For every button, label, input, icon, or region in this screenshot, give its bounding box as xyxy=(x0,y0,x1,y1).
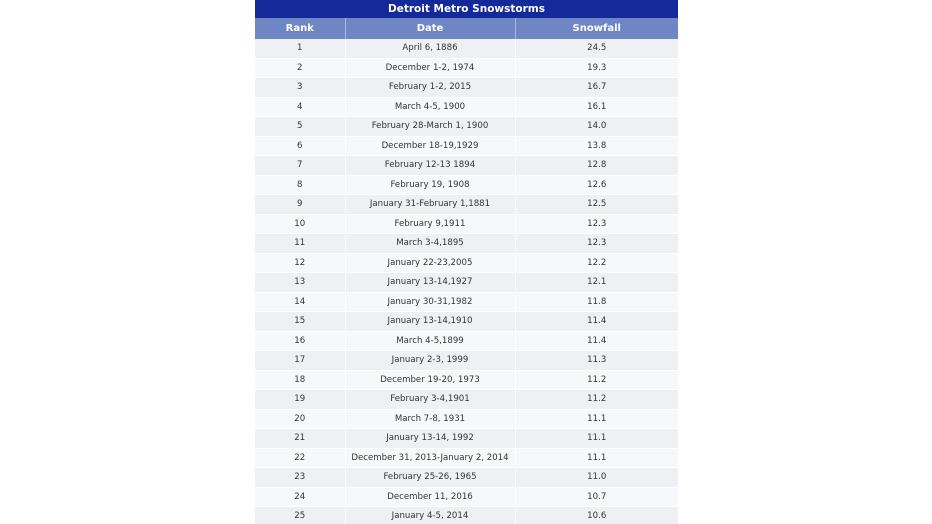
cell-rank: 13 xyxy=(255,273,345,293)
cell-date: March 4-5,1899 xyxy=(345,331,515,351)
cell-snowfall: 16.7 xyxy=(515,78,678,98)
cell-date: February 3-4,1901 xyxy=(345,390,515,410)
table-title: Detroit Metro Snowstorms xyxy=(255,0,678,18)
cell-snowfall: 12.5 xyxy=(515,195,678,215)
data-table xyxy=(255,18,678,524)
cell-rank: 4 xyxy=(255,97,345,117)
cell-date: January 31-February 1,1881 xyxy=(345,195,515,215)
cell-date: January 13-14,1927 xyxy=(345,273,515,293)
cell-snowfall: 12.3 xyxy=(515,234,678,254)
cell-date: February 9,1911 xyxy=(345,214,515,234)
table-row xyxy=(255,370,678,390)
cell-snowfall: 12.8 xyxy=(515,156,678,176)
cell-date: December 11, 2016 xyxy=(345,487,515,507)
cell-snowfall: 16.1 xyxy=(515,97,678,117)
cell-date: April 6, 1886 xyxy=(345,39,515,58)
table-row xyxy=(255,175,678,195)
cell-rank: 8 xyxy=(255,175,345,195)
cell-snowfall: 13.8 xyxy=(515,136,678,156)
cell-snowfall: 11.2 xyxy=(515,370,678,390)
table-row xyxy=(255,156,678,176)
header-snowfall: Snowfall xyxy=(515,18,678,39)
header-date: Date xyxy=(345,18,515,39)
snowstorms-table xyxy=(255,0,678,524)
cell-rank: 22 xyxy=(255,448,345,468)
cell-rank: 19 xyxy=(255,390,345,410)
table-row xyxy=(255,58,678,78)
table-row xyxy=(255,97,678,117)
cell-rank: 12 xyxy=(255,253,345,273)
cell-snowfall: 12.2 xyxy=(515,253,678,273)
cell-rank: 9 xyxy=(255,195,345,215)
cell-rank: 5 xyxy=(255,117,345,137)
cell-rank: 15 xyxy=(255,312,345,332)
cell-date: February 12-13 1894 xyxy=(345,156,515,176)
cell-snowfall: 19.3 xyxy=(515,58,678,78)
table-body xyxy=(255,39,678,524)
cell-snowfall: 11.1 xyxy=(515,409,678,429)
cell-rank: 14 xyxy=(255,292,345,312)
cell-rank: 10 xyxy=(255,214,345,234)
table-row xyxy=(255,468,678,488)
cell-snowfall: 11.2 xyxy=(515,390,678,410)
cell-date: December 18-19,1929 xyxy=(345,136,515,156)
cell-date: December 31, 2013-January 2, 2014 xyxy=(345,448,515,468)
table-row xyxy=(255,214,678,234)
table-row xyxy=(255,507,678,524)
cell-rank: 6 xyxy=(255,136,345,156)
cell-date: February 25-26, 1965 xyxy=(345,468,515,488)
header-rank: Rank xyxy=(255,18,345,39)
cell-snowfall: 11.8 xyxy=(515,292,678,312)
table-row xyxy=(255,409,678,429)
cell-snowfall: 11.4 xyxy=(515,331,678,351)
cell-snowfall: 11.0 xyxy=(515,468,678,488)
table-row xyxy=(255,195,678,215)
cell-date: February 28-March 1, 1900 xyxy=(345,117,515,137)
cell-rank: 21 xyxy=(255,429,345,449)
cell-date: December 1-2, 1974 xyxy=(345,58,515,78)
cell-date: March 3-4,1895 xyxy=(345,234,515,254)
cell-snowfall: 12.3 xyxy=(515,214,678,234)
cell-snowfall: 14.0 xyxy=(515,117,678,137)
cell-rank: 20 xyxy=(255,409,345,429)
table-row xyxy=(255,253,678,273)
cell-date: January 30-31,1982 xyxy=(345,292,515,312)
cell-snowfall: 11.4 xyxy=(515,312,678,332)
cell-rank: 17 xyxy=(255,351,345,371)
table-row xyxy=(255,429,678,449)
table-row xyxy=(255,331,678,351)
cell-date: January 13-14, 1992 xyxy=(345,429,515,449)
table-row xyxy=(255,487,678,507)
table-row xyxy=(255,78,678,98)
cell-date: March 7-8, 1931 xyxy=(345,409,515,429)
cell-date: February 1-2, 2015 xyxy=(345,78,515,98)
table-row xyxy=(255,292,678,312)
table-row xyxy=(255,39,678,58)
cell-date: January 4-5, 2014 xyxy=(345,507,515,524)
cell-rank: 1 xyxy=(255,39,345,58)
header-row xyxy=(255,18,678,39)
table-row xyxy=(255,448,678,468)
cell-snowfall: 11.3 xyxy=(515,351,678,371)
table-row xyxy=(255,273,678,293)
cell-rank: 2 xyxy=(255,58,345,78)
cell-snowfall: 10.7 xyxy=(515,487,678,507)
cell-snowfall: 10.6 xyxy=(515,507,678,524)
table-row xyxy=(255,136,678,156)
table-row xyxy=(255,390,678,410)
cell-rank: 24 xyxy=(255,487,345,507)
cell-rank: 18 xyxy=(255,370,345,390)
table-row xyxy=(255,117,678,137)
cell-rank: 3 xyxy=(255,78,345,98)
cell-rank: 11 xyxy=(255,234,345,254)
cell-snowfall: 12.1 xyxy=(515,273,678,293)
cell-snowfall: 12.6 xyxy=(515,175,678,195)
cell-date: March 4-5, 1900 xyxy=(345,97,515,117)
cell-date: December 19-20, 1973 xyxy=(345,370,515,390)
cell-snowfall: 24.5 xyxy=(515,39,678,58)
cell-date: January 2-3, 1999 xyxy=(345,351,515,371)
cell-rank: 25 xyxy=(255,507,345,524)
cell-snowfall: 11.1 xyxy=(515,429,678,449)
cell-date: January 22-23,2005 xyxy=(345,253,515,273)
cell-date: January 13-14,1910 xyxy=(345,312,515,332)
table-row xyxy=(255,234,678,254)
cell-snowfall: 11.1 xyxy=(515,448,678,468)
table-row xyxy=(255,312,678,332)
cell-rank: 23 xyxy=(255,468,345,488)
table-row xyxy=(255,351,678,371)
cell-rank: 7 xyxy=(255,156,345,176)
cell-rank: 16 xyxy=(255,331,345,351)
cell-date: February 19, 1908 xyxy=(345,175,515,195)
